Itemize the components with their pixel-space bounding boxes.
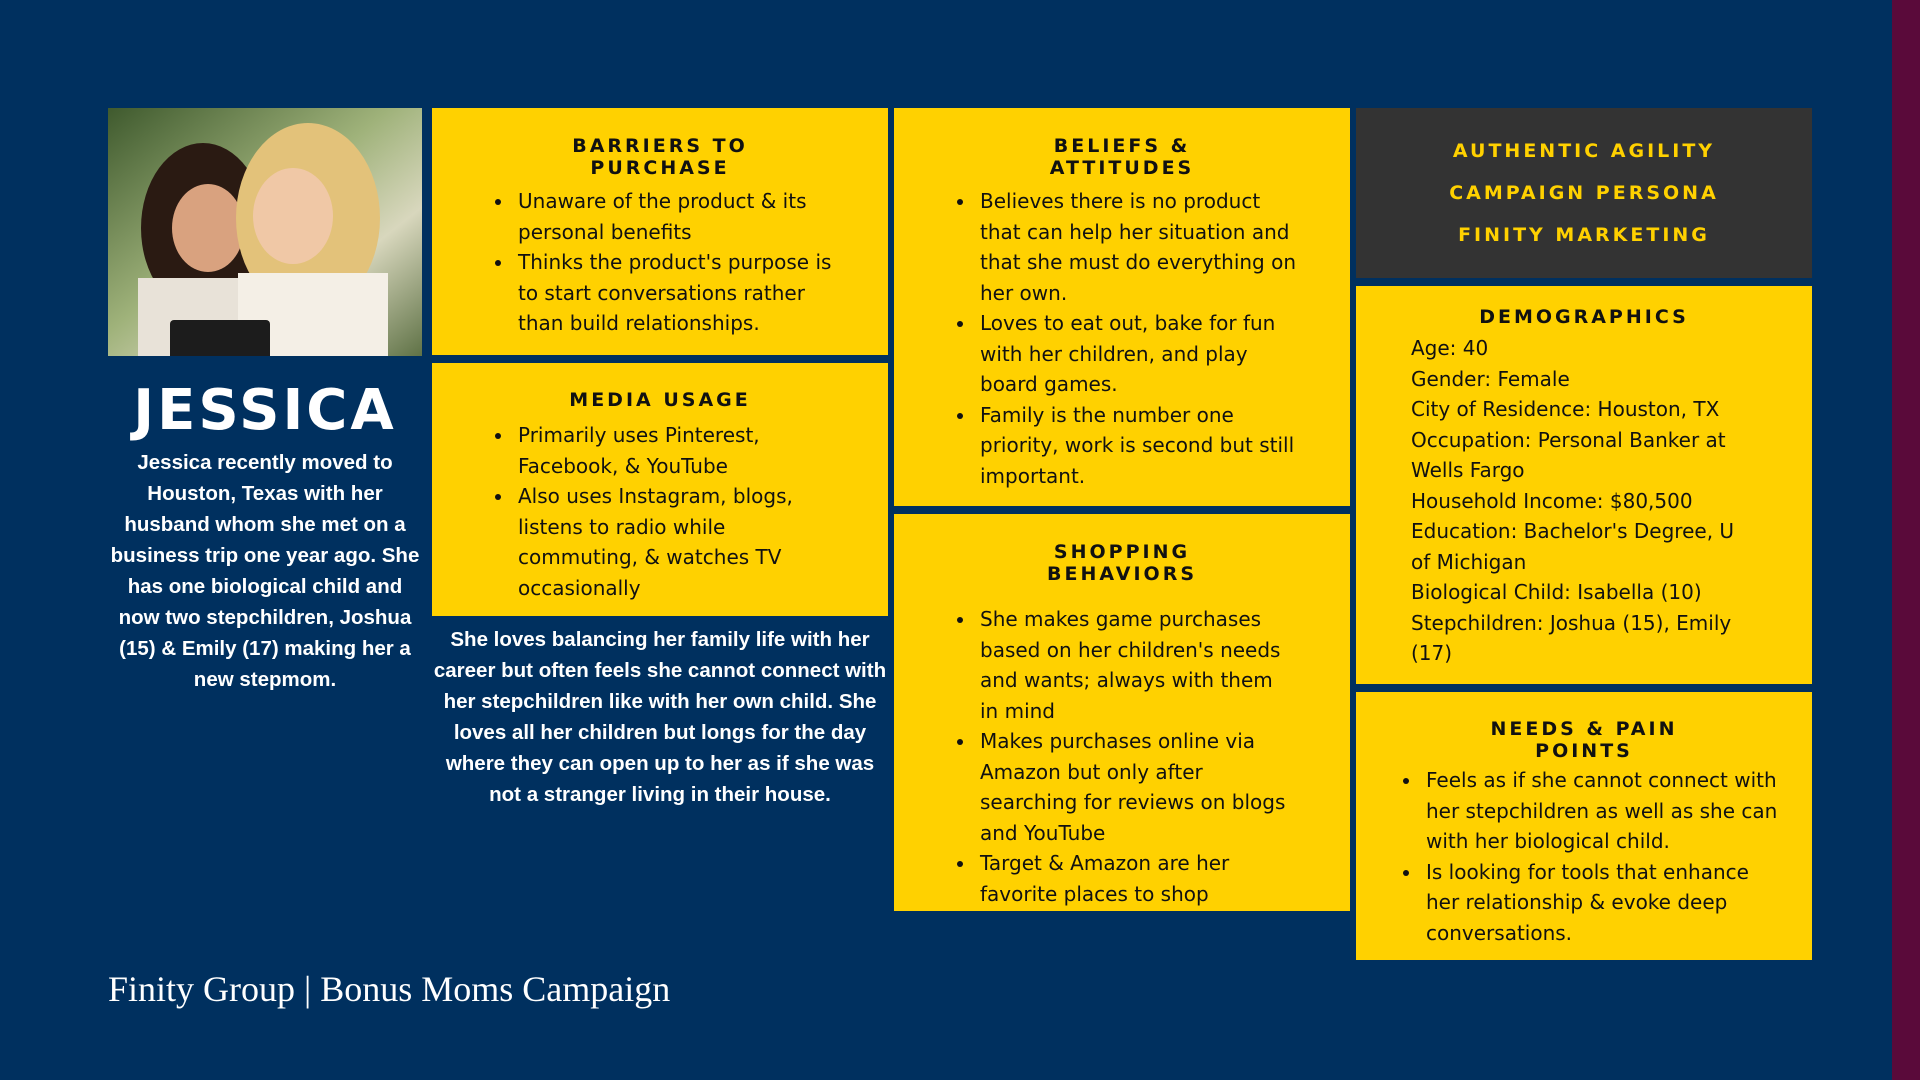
persona-name: JESSICA bbox=[133, 378, 397, 443]
demographic-item: Stepchildren: Joshua (15), Emily (17) bbox=[1411, 610, 1732, 665]
list-item: • Primarily uses Pinterest, Facebook, & YouTube bbox=[514, 420, 828, 481]
shopping-panel bbox=[894, 514, 1350, 911]
shopping-list bbox=[894, 604, 1350, 909]
demographics-panel bbox=[1356, 286, 1812, 684]
persona-photo bbox=[108, 108, 422, 356]
demographics-list bbox=[1356, 333, 1812, 669]
needs-list bbox=[1356, 765, 1812, 948]
persona-quote: She loves balancing her family life with her career but often feels she cannot connect with her stepchildren like with her own child. She loves all her children but longs for the day where they can open up to her as if she was not a stranger living in their house. bbox=[433, 628, 887, 806]
list-item: • Also uses Instagram, blogs, listens to radio while commuting, & watches TV occasionally bbox=[514, 481, 828, 603]
demographic-item: Biological Child: Isabella (10) bbox=[1411, 580, 1702, 604]
demographic-item: Household Income: $80,500 bbox=[1411, 488, 1693, 513]
list-item: • Makes purchases online via Amazon but only after searching for reviews on blogs and YouTube bbox=[976, 726, 1295, 848]
beliefs-title: BELIEFS & ATTITUDES bbox=[1049, 135, 1195, 179]
list-item: • Loves to eat out, bake for fun with her children, and play board games. bbox=[976, 308, 1300, 400]
persona-bio: Jessica recently moved to Houston, Texas with her husband whom she met on a business trip one year ago. She has one biological child and now two stepchildren, Joshua (15) & Emily (17) making her a new stepmom. bbox=[110, 451, 420, 691]
list-item: • Unaware of the product & its personal benefits bbox=[514, 186, 838, 247]
list-item: • Is looking for tools that enhance her relationship & evoke deep conversations. bbox=[1422, 857, 1782, 949]
header-line-2: CAMPAIGN PERSONA bbox=[1449, 182, 1719, 204]
list-item: • Feels as if she cannot connect with her stepchildren as well as she can with her biological child. bbox=[1422, 765, 1782, 857]
media-panel bbox=[432, 363, 888, 616]
header-line-3: FINITY MARKETING bbox=[1458, 224, 1710, 246]
header-line-1: AUTHENTIC AGILITY bbox=[1452, 140, 1716, 162]
barriers-list bbox=[432, 186, 888, 339]
demographics-title: DEMOGRAPHICS bbox=[1479, 306, 1689, 328]
beliefs-list bbox=[894, 186, 1350, 491]
demographic-item: Education: Bachelor's Degree, U of Michigan bbox=[1411, 519, 1735, 574]
shopping-title: SHOPPING BEHAVIORS bbox=[1046, 541, 1198, 585]
barriers-panel bbox=[432, 108, 888, 355]
list-item: • Family is the number one priority, work is second but still important. bbox=[976, 400, 1300, 492]
list-item: • She makes game purchases based on her children's needs and wants; always with them in mind bbox=[976, 604, 1295, 726]
demographic-item: Gender: Female bbox=[1411, 366, 1570, 391]
list-item: • Target & Amazon are her favorite places to shop bbox=[976, 848, 1295, 909]
media-title: MEDIA USAGE bbox=[569, 389, 751, 411]
needs-panel bbox=[1356, 692, 1812, 960]
needs-title: NEEDS & PAIN POINTS bbox=[1490, 718, 1678, 762]
footer-caption: Finity Group | Bonus Moms Campaign bbox=[108, 969, 671, 1009]
demographic-item: Age: 40 bbox=[1411, 336, 1489, 360]
barriers-title: BARRIERS TO PURCHASE bbox=[572, 135, 748, 179]
list-item: • Believes there is no product that can help her situation and that she must do everything on her own. bbox=[976, 186, 1300, 308]
right-edge-stripe bbox=[1892, 0, 1920, 1080]
list-item: • Thinks the product's purpose is to start conversations rather than build relationships. bbox=[514, 247, 838, 339]
beliefs-panel bbox=[894, 108, 1350, 506]
demographic-item: Occupation: Personal Banker at Wells Fargo bbox=[1411, 427, 1726, 482]
media-list bbox=[432, 420, 888, 603]
campaign-header bbox=[1356, 108, 1812, 278]
demographic-item: City of Residence: Houston, TX bbox=[1411, 397, 1720, 421]
